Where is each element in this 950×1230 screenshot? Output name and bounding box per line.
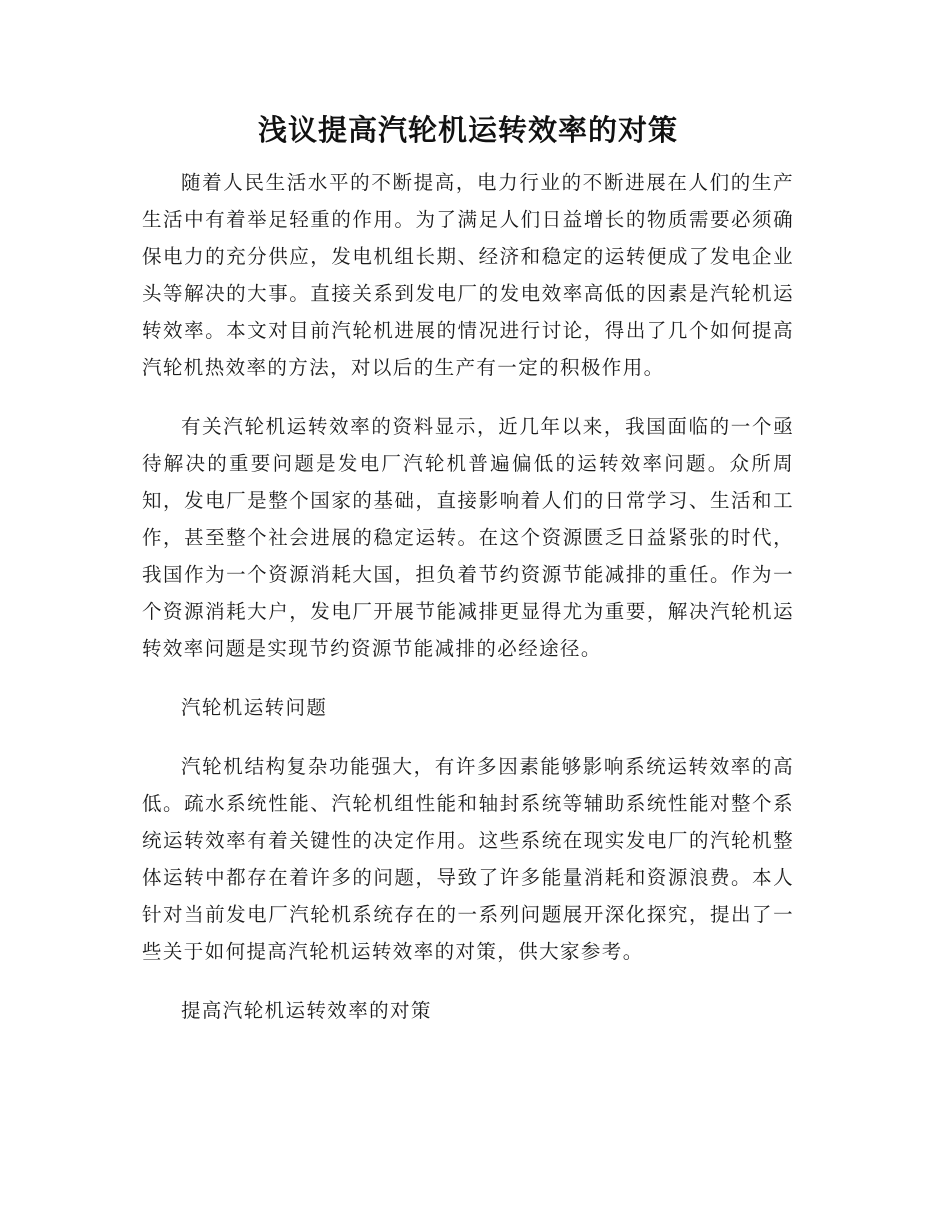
section-heading-problems: 汽轮机运转问题 — [181, 696, 328, 719]
problems-paragraph: 汽轮机结构复杂功能强大，有许多因素能够影响系统运转效率的高低。疏水系统性能、汽轮机组性能和轴封系统等辅助系统性能对整个系统运转效率有着关键性的决定作用。这些系统在现实发电厂的汽轮机整体运转中都存在着许多的问题，导致了许多能量消耗和资源浪费。本人针对当前发电厂汽轮机系统存在的一系列问题展开深化探究，提出了一些关于如何提高汽轮机运转效率的对策，供大家参考。 — [142, 755, 794, 963]
document-title: 浅议提高汽轮机运转效率的对策 — [257, 113, 678, 147]
background-paragraph: 有关汽轮机运转效率的资料显示，近几年以来，我国面临的一个亟待解决的重要问题是发电厂汽轮机普遍偏低的运转效率问题。众所周知，发电厂是整个国家的基础，直接影响着人们的日常学习、生活和工作，甚至整个社会进展的稳定运转。在这个资源匮乏日益紧张的时代，我国作为一个资源消耗大国，担负着节约资源节能减排的重任。作为一个资源消耗大户，发电厂开展节能减排更显得尤为重要，解决汽轮机运转效率问题是实现节约资源节能减排的必经途径。 — [142, 415, 794, 660]
intro-paragraph: 随着人民生活水平的不断提高，电力行业的不断进展在人们的生产生活中有着举足轻重的作用。为了满足人们日益增长的物质需要必须确保电力的充分供应，发电机组长期、经济和稳定的运转便成了发电企业头等解决的大事。直接关系到发电厂的发电效率高低的因素是汽轮机运转效率。本文对目前汽轮机进展的情况进行讨论，得出了几个如何提高汽轮机热效率的方法，对以后的生产有一定的积极作用。 — [142, 171, 794, 379]
section-heading-countermeasures: 提高汽轮机运转效率的对策 — [181, 999, 432, 1022]
document-page — [142, 110, 794, 1051]
